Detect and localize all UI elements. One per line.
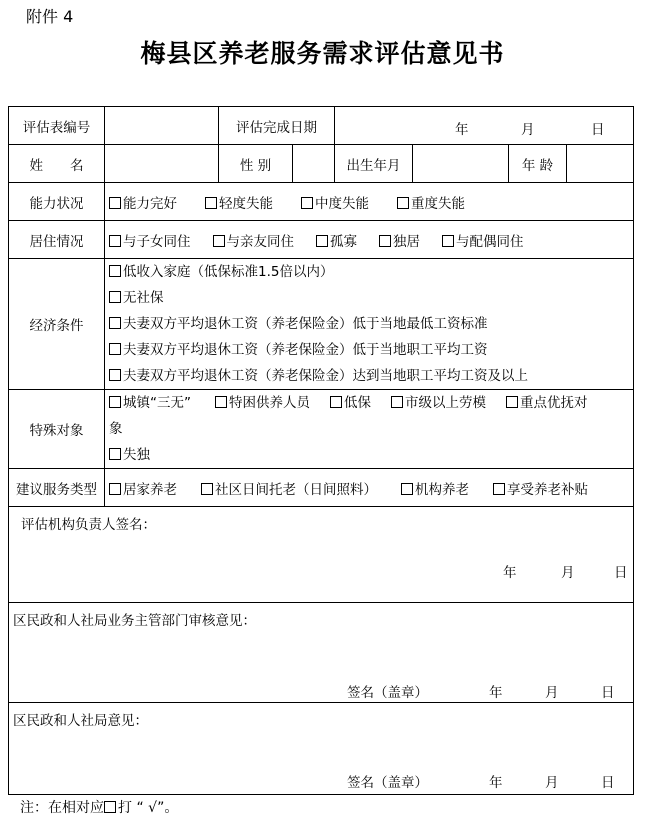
checkbox[interactable] <box>109 396 121 408</box>
birth-field[interactable] <box>413 145 509 183</box>
service-option[interactable]: 居家养老 <box>109 482 177 498</box>
economy-options <box>105 259 634 390</box>
name-label: 姓 名 <box>9 145 105 183</box>
assessor-month: 月 <box>561 565 575 581</box>
bureau-day: 日 <box>601 775 615 791</box>
economy-option[interactable]: 无社保 <box>109 285 629 311</box>
ability-option[interactable]: 重度失能 <box>397 196 465 212</box>
date-day: 日 <box>591 122 605 138</box>
form-number-field[interactable] <box>105 107 219 145</box>
row-living <box>9 221 634 259</box>
dept-month: 月 <box>545 685 559 701</box>
economy-label: 经济条件 <box>9 259 105 390</box>
bureau-year: 年 <box>489 775 503 791</box>
name-field[interactable] <box>105 145 219 183</box>
checkbox[interactable] <box>205 197 217 209</box>
economy-option[interactable]: 夫妻双方平均退休工资（养老保险金）低于当地最低工资标准 <box>109 311 629 337</box>
form-number-label: 评估表编号 <box>9 107 105 145</box>
checkbox[interactable] <box>301 197 313 209</box>
assessor-year: 年 <box>503 565 517 581</box>
date-month: 月 <box>521 122 535 138</box>
living-option[interactable]: 独居 <box>379 234 420 250</box>
checkbox[interactable] <box>109 197 121 209</box>
special-option[interactable]: 特困供养人员 <box>215 395 310 411</box>
checkbox[interactable] <box>109 235 121 247</box>
footnote <box>20 797 178 817</box>
checkbox[interactable] <box>493 483 505 495</box>
special-wrap-text: 象 <box>109 421 123 437</box>
living-label: 居住情况 <box>9 221 105 259</box>
checkbox[interactable] <box>201 483 213 495</box>
age-field[interactable] <box>567 145 634 183</box>
dept-review-label: 区民政和人社局业务主管部门审核意见： <box>13 613 256 629</box>
checkbox[interactable] <box>109 265 121 277</box>
assessor-day: 日 <box>614 565 628 581</box>
row-ability <box>9 183 634 221</box>
checkbox[interactable] <box>316 235 328 247</box>
service-option[interactable]: 机构养老 <box>401 482 469 498</box>
special-label: 特殊对象 <box>9 390 105 469</box>
checkbox[interactable] <box>109 291 121 303</box>
assessment-form <box>8 106 634 795</box>
ability-options <box>105 183 634 221</box>
living-options <box>105 221 634 259</box>
checkbox[interactable] <box>109 317 121 329</box>
date-year: 年 <box>455 122 469 138</box>
dept-day: 日 <box>601 685 615 701</box>
row-form-number <box>9 107 634 145</box>
row-economy <box>9 259 634 390</box>
attachment-label: 附件 4 <box>26 7 74 26</box>
service-option[interactable]: 社区日间托老（日间照料） <box>201 482 377 498</box>
checkbox[interactable] <box>109 343 121 355</box>
row-bureau-review <box>9 703 634 795</box>
checkbox[interactable] <box>442 235 454 247</box>
checkbox-sample <box>104 801 116 813</box>
row-service <box>9 469 634 507</box>
special-option[interactable]: 低保 <box>330 395 371 411</box>
economy-option[interactable]: 低收入家庭（低保标准1.5倍以内） <box>109 259 629 285</box>
special-option[interactable]: 重点优抚对 <box>506 395 588 411</box>
special-option[interactable]: 市级以上劳模 <box>391 395 486 411</box>
footnote-text: 注：在相对应 <box>20 800 104 816</box>
service-options <box>105 469 634 507</box>
row-personal <box>9 145 634 183</box>
row-assessor <box>9 507 634 603</box>
page-title: 梅县区养老服务需求评估意见书 <box>140 39 505 68</box>
gender-field[interactable] <box>293 145 335 183</box>
economy-option[interactable]: 夫妻双方平均退休工资（养老保险金）低于当地职工平均工资 <box>109 337 629 363</box>
checkbox[interactable] <box>330 396 342 408</box>
bureau-month: 月 <box>545 775 559 791</box>
footnote-tail: 打 “ √”。 <box>118 800 179 816</box>
completion-date-field[interactable] <box>335 107 634 145</box>
ability-option[interactable]: 轻度失能 <box>205 196 273 212</box>
assessor-label: 评估机构负责人签名： <box>21 517 156 533</box>
bureau-review-label: 区民政和人社局意见： <box>13 713 148 729</box>
service-option[interactable]: 享受养老补贴 <box>493 482 588 498</box>
ability-label: 能力状况 <box>9 183 105 221</box>
checkbox[interactable] <box>109 483 121 495</box>
checkbox[interactable] <box>397 197 409 209</box>
special-option[interactable]: 城镇“三无” <box>109 395 191 411</box>
completion-date-label: 评估完成日期 <box>219 107 335 145</box>
dept-sign-label: 签名（盖章） <box>347 685 428 701</box>
checkbox[interactable] <box>109 369 121 381</box>
living-option[interactable]: 与亲友同住 <box>213 234 295 250</box>
checkbox[interactable] <box>401 483 413 495</box>
checkbox[interactable] <box>506 396 518 408</box>
dept-year: 年 <box>489 685 503 701</box>
living-option[interactable]: 与子女同住 <box>109 234 191 250</box>
age-label: 年 龄 <box>509 145 567 183</box>
checkbox[interactable] <box>391 396 403 408</box>
ability-option[interactable]: 能力完好 <box>109 196 177 212</box>
row-dept-review <box>9 603 634 703</box>
gender-label: 性 别 <box>219 145 293 183</box>
living-option[interactable]: 孤寡 <box>316 234 357 250</box>
checkbox[interactable] <box>213 235 225 247</box>
checkbox[interactable] <box>109 448 121 460</box>
living-option[interactable]: 与配偶同住 <box>442 234 524 250</box>
row-special <box>9 390 634 469</box>
economy-option[interactable]: 夫妻双方平均退休工资（养老保险金）达到当地职工平均工资及以上 <box>109 363 629 389</box>
assessor-signature-area[interactable] <box>9 507 634 603</box>
dept-review-area[interactable] <box>9 603 634 703</box>
bureau-review-area[interactable] <box>9 703 634 795</box>
ability-option[interactable]: 中度失能 <box>301 196 369 212</box>
special-options <box>105 390 634 469</box>
bureau-sign-label: 签名（盖章） <box>347 775 428 791</box>
checkbox[interactable] <box>215 396 227 408</box>
checkbox[interactable] <box>379 235 391 247</box>
birth-label: 出生年月 <box>335 145 413 183</box>
special-option[interactable]: 失独 <box>109 442 629 468</box>
service-label: 建议服务类型 <box>9 469 105 507</box>
